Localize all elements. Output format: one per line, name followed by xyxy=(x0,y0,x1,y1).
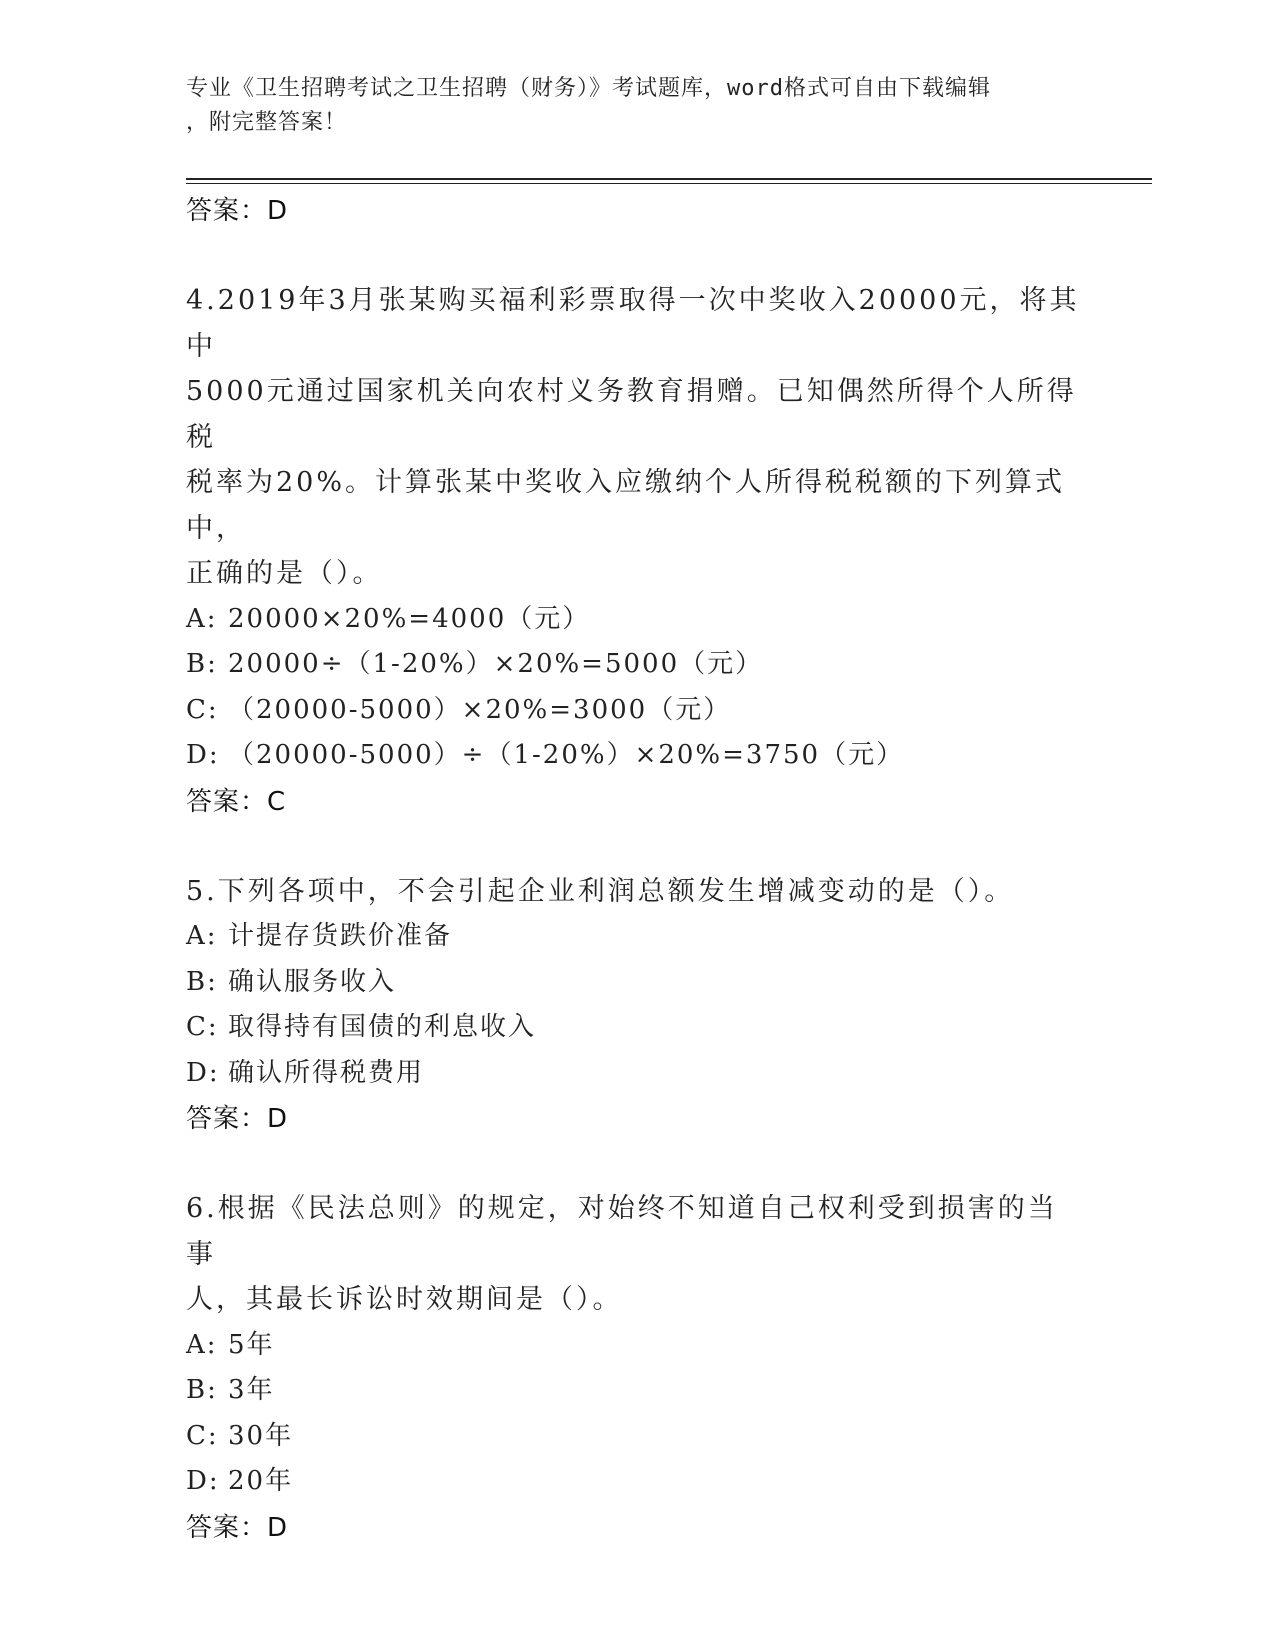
option-c xyxy=(186,1005,1086,1051)
header-line-1: 专业《卫生招聘考试之卫生招聘（财务）》考试题库，word格式可自由下载编辑 xyxy=(186,76,991,101)
stem-line: 6.根据《民法总则》的规定，对始终不知道自己权利受到损害的当事 xyxy=(186,1193,1058,1270)
question-5 xyxy=(186,869,1086,1143)
stem-line: 税率为20%。计算张某中奖收入应缴纳个人所得税税额的下列算式中， xyxy=(186,467,1066,544)
stem-line: 人，其最长诉讼时效期间是（）。 xyxy=(186,1284,623,1315)
option-letter: A: xyxy=(186,921,218,951)
option-text: （20000-5000）÷（1-20%）×20%=3750（元） xyxy=(228,740,905,770)
option-a xyxy=(186,1323,1086,1369)
answer-line: 答案：C xyxy=(186,786,287,817)
answer-line: 答案：D xyxy=(186,1512,289,1543)
option-text: 20000×20%=4000（元） xyxy=(228,603,591,634)
option-text: 20000÷（1-20%）×20%=5000（元） xyxy=(228,649,764,679)
option-text: 确认所得税费用 xyxy=(228,1057,425,1088)
option-text: （20000-5000）×20%=3000（元） xyxy=(228,694,732,725)
option-d xyxy=(186,1051,1086,1097)
stem-line: 5000元通过国家机关向农村义务教育捐赠。已知偶然所得个人所得税 xyxy=(186,376,1077,453)
option-text: 5年 xyxy=(228,1329,275,1360)
question-stem xyxy=(186,1186,1086,1323)
option-letter: B: xyxy=(186,1375,218,1405)
option-c xyxy=(186,688,1086,734)
question-stem xyxy=(186,278,1086,597)
option-text: 3年 xyxy=(228,1375,275,1405)
stem-line: 4.2019年3月张某购买福利彩票取得一次中奖收入20000元，将其中 xyxy=(186,285,1080,362)
option-text: 计提存货跌价准备 xyxy=(228,921,453,951)
document-header xyxy=(186,72,1066,140)
question-4 xyxy=(186,278,1086,825)
option-letter: B: xyxy=(186,649,218,679)
header-rule-thin xyxy=(186,183,1152,184)
header-rule-thick xyxy=(186,178,1152,180)
option-letter: C: xyxy=(186,1012,219,1042)
option-letter: D: xyxy=(186,740,220,770)
option-d xyxy=(186,733,1086,779)
option-b xyxy=(186,960,1086,1006)
option-letter: B: xyxy=(186,966,218,997)
option-letter: C: xyxy=(186,694,219,725)
option-letter: C: xyxy=(186,1420,219,1451)
option-text: 确认服务收入 xyxy=(228,966,397,997)
option-d xyxy=(186,1459,1086,1505)
stem-line: 5.下列各项中，不会引起企业利润总额发生增减变动的是（）。 xyxy=(186,875,1015,907)
option-b xyxy=(186,642,1086,688)
option-c xyxy=(186,1414,1086,1460)
option-letter: A: xyxy=(186,1329,218,1360)
answer-line: 答案：D xyxy=(186,1104,289,1134)
stem-line: 正确的是（）。 xyxy=(186,558,383,589)
option-text: 30年 xyxy=(228,1420,294,1451)
header-line-2: ，附完整答案！ xyxy=(186,110,348,135)
option-letter: D: xyxy=(186,1466,220,1496)
option-b xyxy=(186,1368,1086,1414)
option-letter: A: xyxy=(186,603,218,634)
option-letter: D: xyxy=(186,1057,220,1088)
question-stem xyxy=(186,869,1086,915)
question-6 xyxy=(186,1186,1086,1551)
option-a xyxy=(186,914,1086,960)
answer-line: 答案：D xyxy=(186,196,289,226)
question-list xyxy=(186,188,1086,1551)
option-text: 取得持有国债的利息收入 xyxy=(228,1012,537,1042)
option-text: 20年 xyxy=(228,1466,294,1496)
option-a xyxy=(186,597,1086,643)
